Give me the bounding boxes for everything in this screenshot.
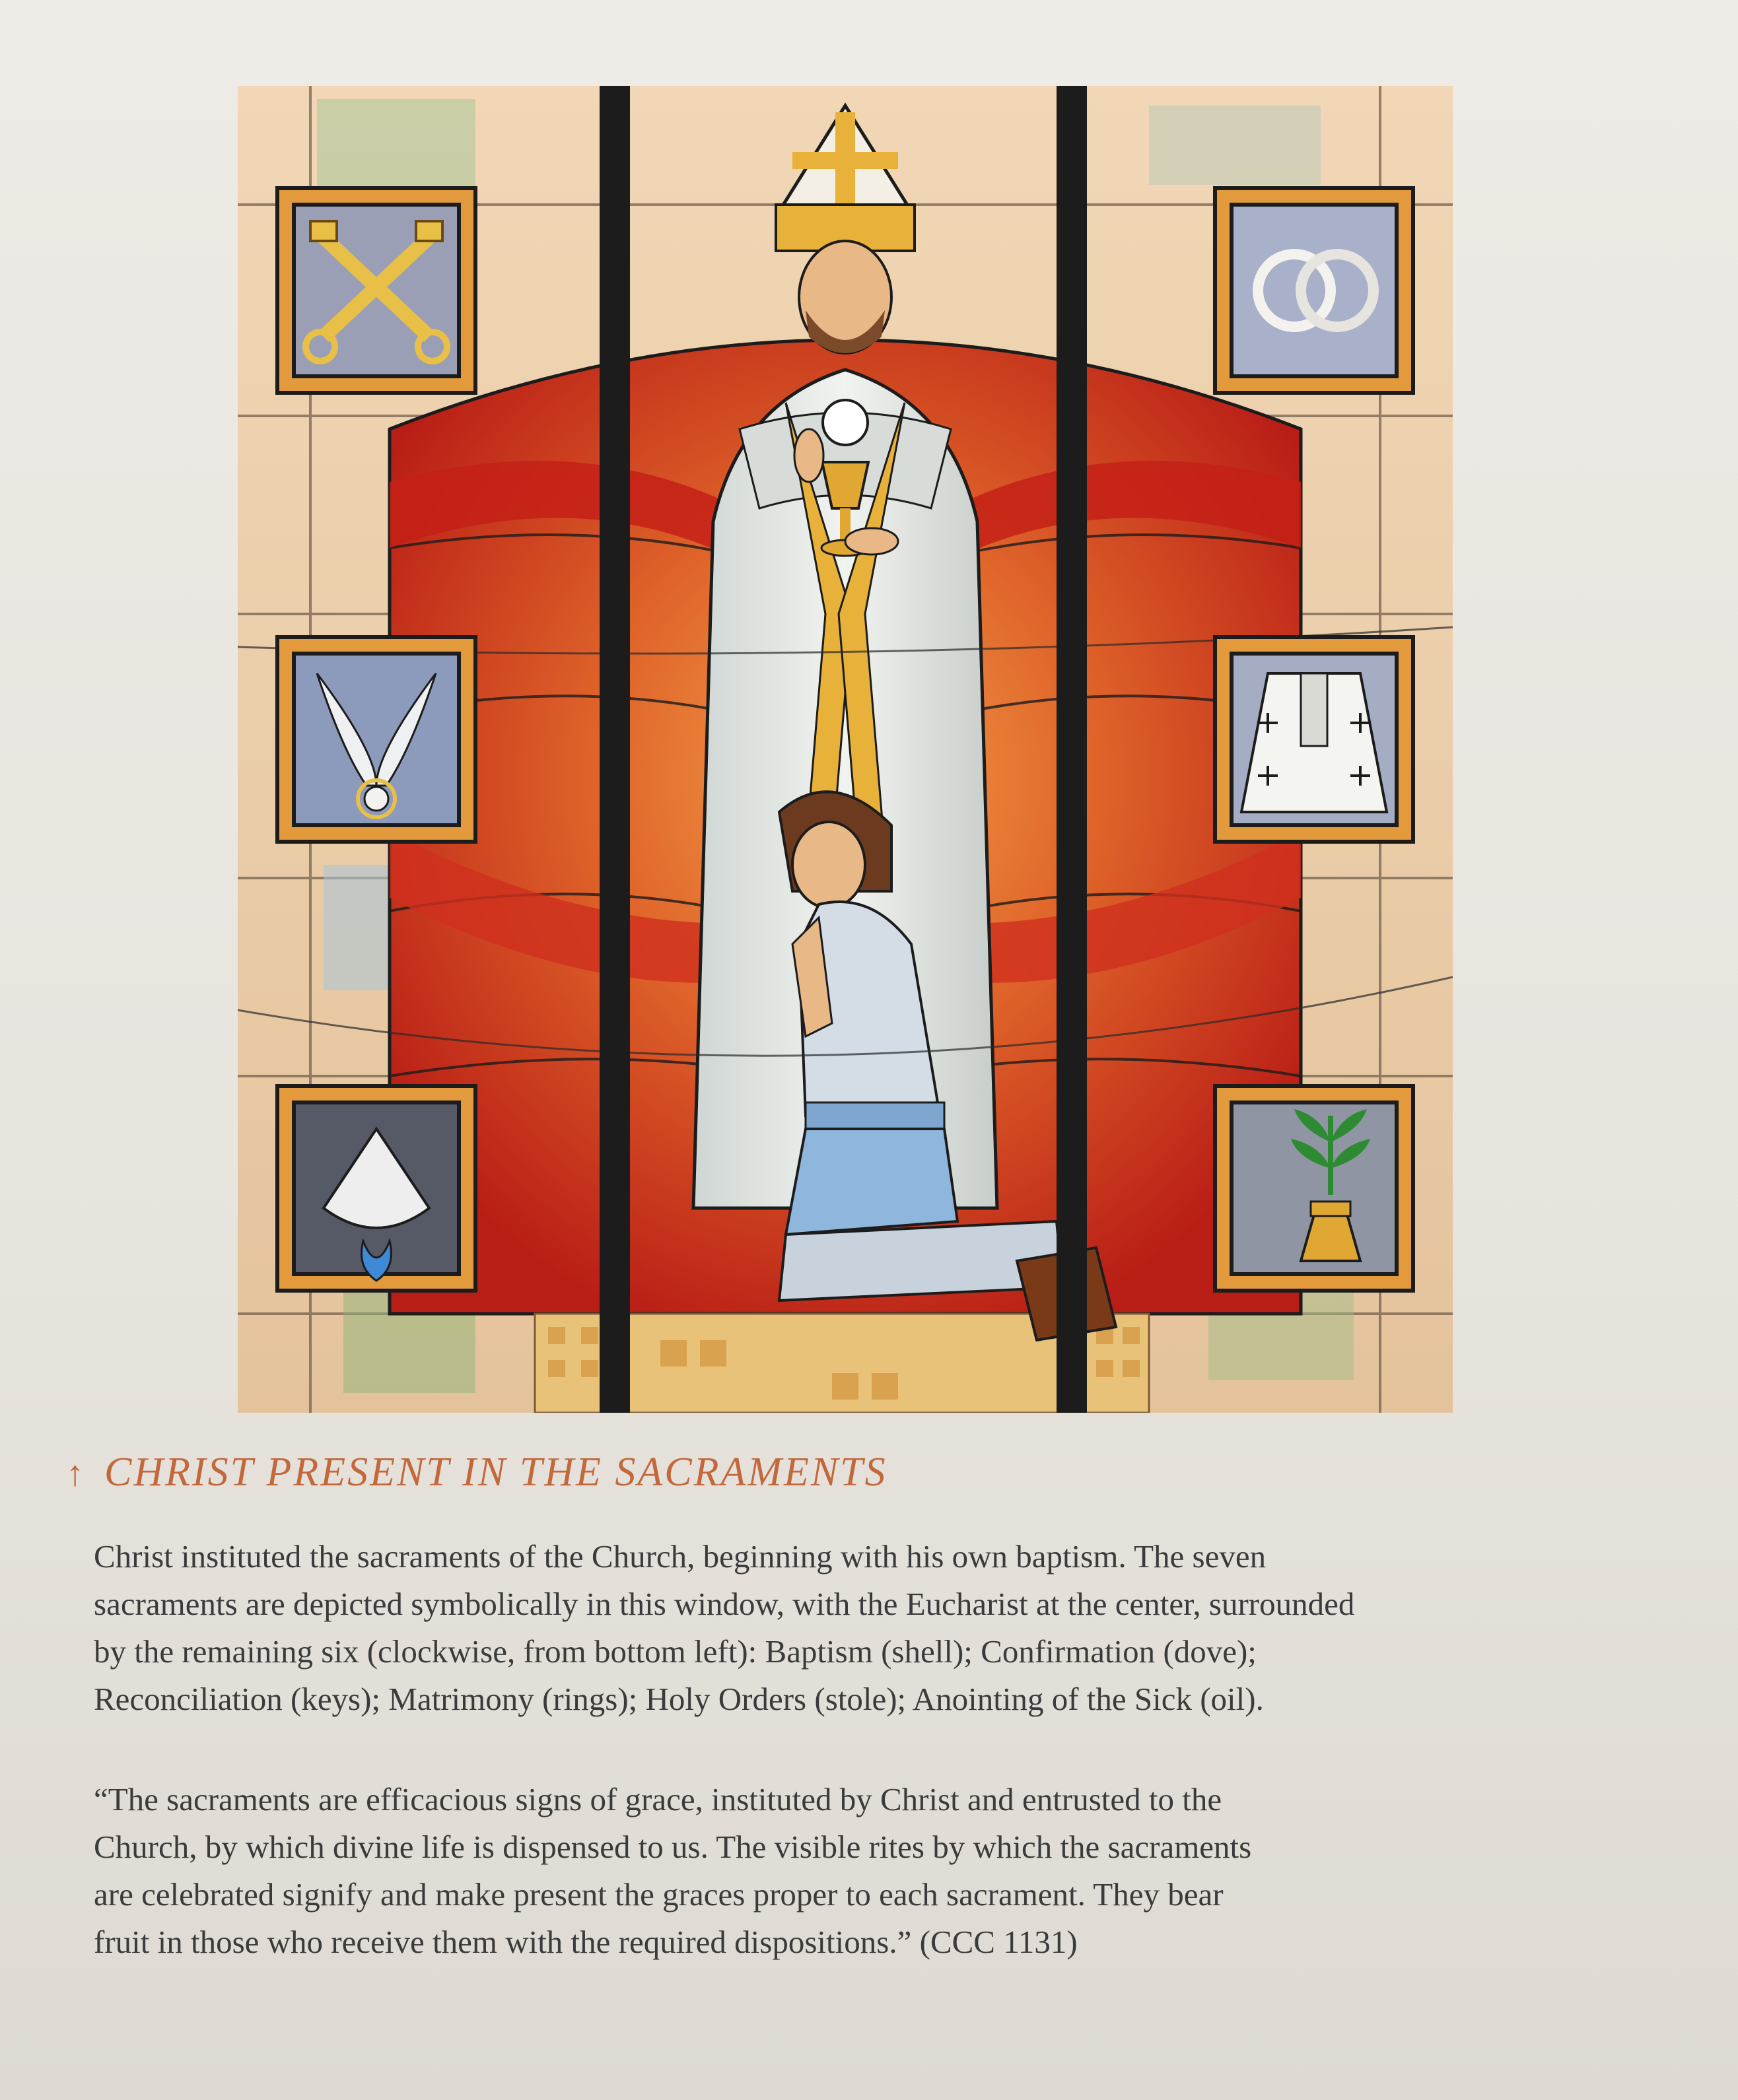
paragraph-line: fruit in those who receive them with the required dispositions.” (CCC 1131) [94, 1924, 1078, 1960]
paragraph-line: Church, by which divine life is dispensed to us. The visible rites by which the sacraments [94, 1829, 1252, 1865]
arrow-up-icon: ↑ [66, 1454, 86, 1493]
paragraph-line: are celebrated signify and make present the graces proper to each sacrament. They bear [94, 1876, 1224, 1913]
paragraph-line: sacraments are depicted symbolically in this window, with the Eucharist at the center, surrounded [94, 1586, 1355, 1622]
quote-paragraph [94, 1776, 1619, 1966]
stole-icon [1241, 673, 1387, 812]
description-paragraph [94, 1533, 1619, 1723]
paragraph-line: “The sacraments are efficacious signs of grace, instituted by Christ and entrusted to the [94, 1781, 1222, 1817]
stained-glass-window [238, 86, 1453, 1413]
paragraph-line: by the remaining six (clockwise, from bottom left): Baptism (shell); Confirmation (dove); [94, 1633, 1257, 1670]
paragraph-line: Reconciliation (keys); Matrimony (rings); Holy Orders (stole); Anointing of the Sick (oil). [94, 1681, 1264, 1717]
caption-title [66, 1449, 887, 1496]
caption-title-text: CHRIST PRESENT IN THE SACRAMENTS [104, 1450, 887, 1495]
paragraph-line: Christ instituted the sacraments of the Church, beginning with his own baptism. The seven [94, 1538, 1267, 1575]
